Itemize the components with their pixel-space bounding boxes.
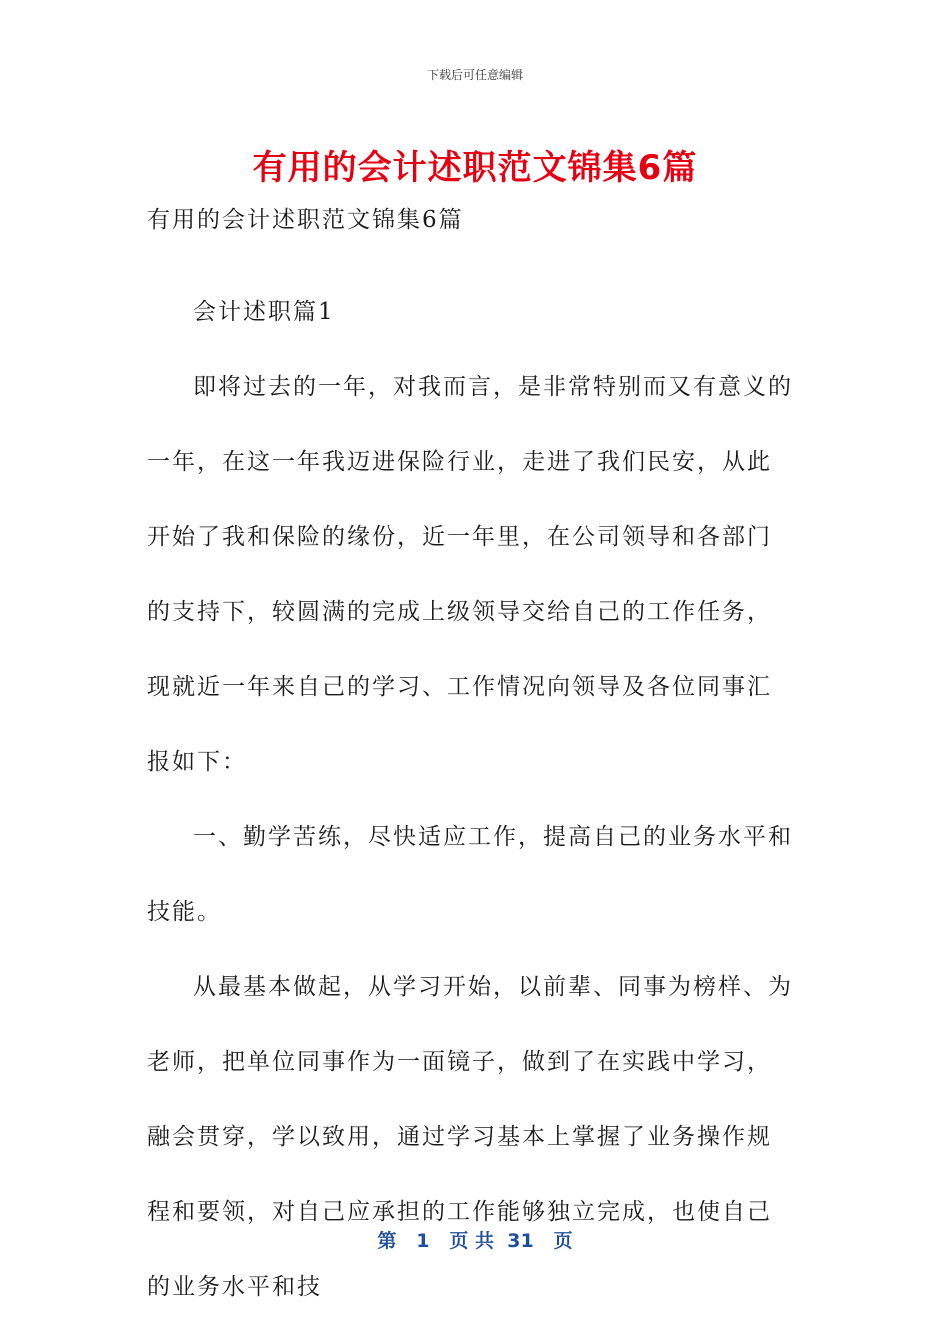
footer-total-pages: 31 [507, 1230, 534, 1252]
footer-middle: 页 共 [449, 1230, 495, 1252]
document-title: 有用的会计述职范文锦集6篇 [252, 148, 698, 188]
header-note: 下载后可任意编辑 [426, 68, 523, 82]
footer-prefix: 第 [377, 1230, 397, 1252]
footer-current-page: 1 [416, 1230, 430, 1252]
footer-suffix: 页 [553, 1230, 573, 1252]
document-body [147, 198, 795, 1325]
subtitle-paragraph: 有用的会计述职范文锦集6篇 [147, 207, 464, 233]
body-paragraph: 一、勤学苦练，尽快适应工作，提高自己的业务水平和技能。 [147, 824, 793, 925]
section-heading: 会计述职篇1 [193, 299, 335, 325]
page-footer [0, 1226, 950, 1253]
body-paragraph: 从最基本做起，从学习开始，以前辈、同事为榜样、为老师，把单位同事作为一面镜子，做到了在实践中学习，融会贯穿，学以致用，通过学习基本上掌握了业务操作规程和要领，对自己应承担的工作能够独立完成，也使自己的业务水平和技 [147, 974, 793, 1300]
body-paragraph: 即将过去的一年，对我而言，是非常特别而又有意义的一年，在这一年我迈进保险行业，走进了我们民安，从此开始了我和保险的缘份，近一年里，在公司领导和各部门的支持下，较圆满的完成上级领导交给自己的工作任务，现就近一年来自己的学习、工作情况向领导及各位同事汇报如下： [147, 374, 793, 775]
